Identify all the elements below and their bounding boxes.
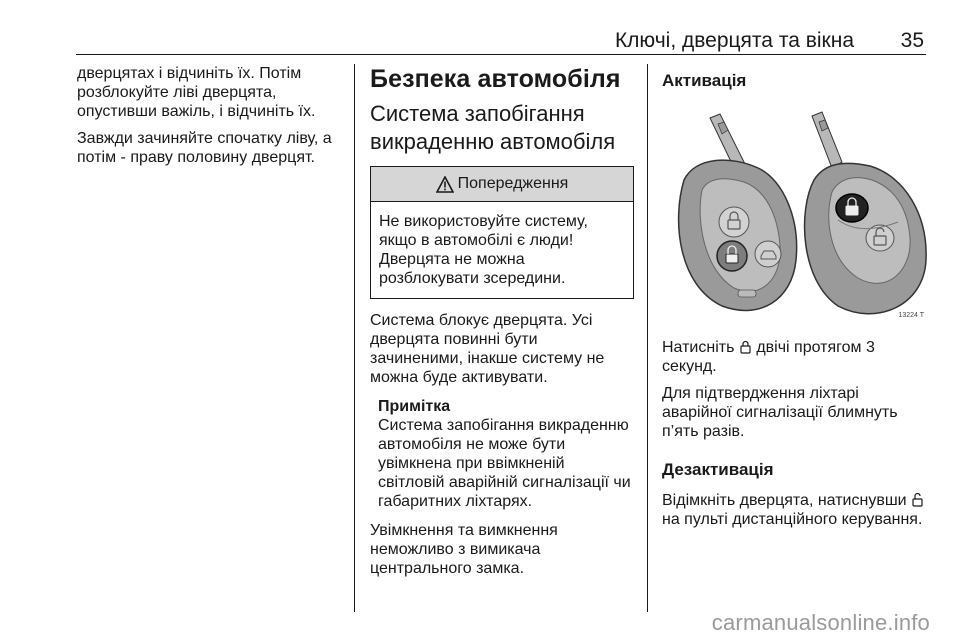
note-title: Примітка <box>378 398 451 415</box>
column-3 <box>662 64 932 529</box>
paragraph: дверцятах і відчиніть їх. Потім розблокуйте ліві дверцята, опустивши важіль, і відчиніть їх. <box>77 65 316 120</box>
page-header <box>76 28 926 55</box>
paragraph-unlock <box>662 491 932 529</box>
warning-box <box>370 166 634 299</box>
lock-icon <box>740 340 751 354</box>
press-prefix: Натисніть <box>662 339 735 356</box>
remote-key-fobs-illustration <box>662 110 928 320</box>
column-divider-1 <box>354 64 355 612</box>
paragraph: Для підтвердження ліхтарі аварійної сигналізації блимнуть п’ять разів. <box>662 385 898 440</box>
section-heading: Безпека автомобіля <box>370 65 621 93</box>
subsection-heading: Система запобігання викраденню автомобіля <box>370 101 616 154</box>
warning-header <box>371 167 633 202</box>
note-block <box>378 397 634 511</box>
paragraph: Увімкнення та вимкнення неможливо з вимикача центрального замка. <box>370 522 558 577</box>
unlock-suffix: на пульті дистанційного керування. <box>662 511 923 528</box>
press-suffix: двічі протягом 3 секунд. <box>662 339 875 375</box>
unlock-prefix: Відімкніть дверцята, натиснувши <box>662 492 907 509</box>
paragraph-press <box>662 338 932 376</box>
column-2 <box>370 64 634 578</box>
unlock-icon <box>912 492 923 507</box>
paragraph: Завжди зачиняйте спочатку ліву, а потім - праву половину дверцят. <box>77 130 332 166</box>
paragraph: Система блокує дверцята. Усі дверцята повинні бути зачиненими, інакше систему не можна буде активувати. <box>370 312 605 386</box>
page-header-title: Ключі, дверцята та вікна <box>614 29 854 52</box>
activation-heading: Активація <box>662 71 747 90</box>
column-1 <box>77 64 343 167</box>
watermark: carmanualsonline.info <box>711 610 930 635</box>
deactivation-heading: Дезактивація <box>662 460 774 479</box>
page-number: 35 <box>900 29 924 52</box>
warning-title: Попередження <box>457 175 569 192</box>
note-body: Система запобігання викраденню автомобіля не може бути увімкнена при ввімкненій світловій аварійній сигналізації чи габаритних ліхтарях. <box>378 417 631 510</box>
image-id: 13224 T <box>898 312 924 319</box>
warning-triangle-icon <box>436 176 454 193</box>
warning-body: Не використовуйте систему, якщо в автомобілі є люди! Дверцята не можна розблокувати зсередини. <box>379 213 588 287</box>
column-divider-2 <box>647 64 648 612</box>
